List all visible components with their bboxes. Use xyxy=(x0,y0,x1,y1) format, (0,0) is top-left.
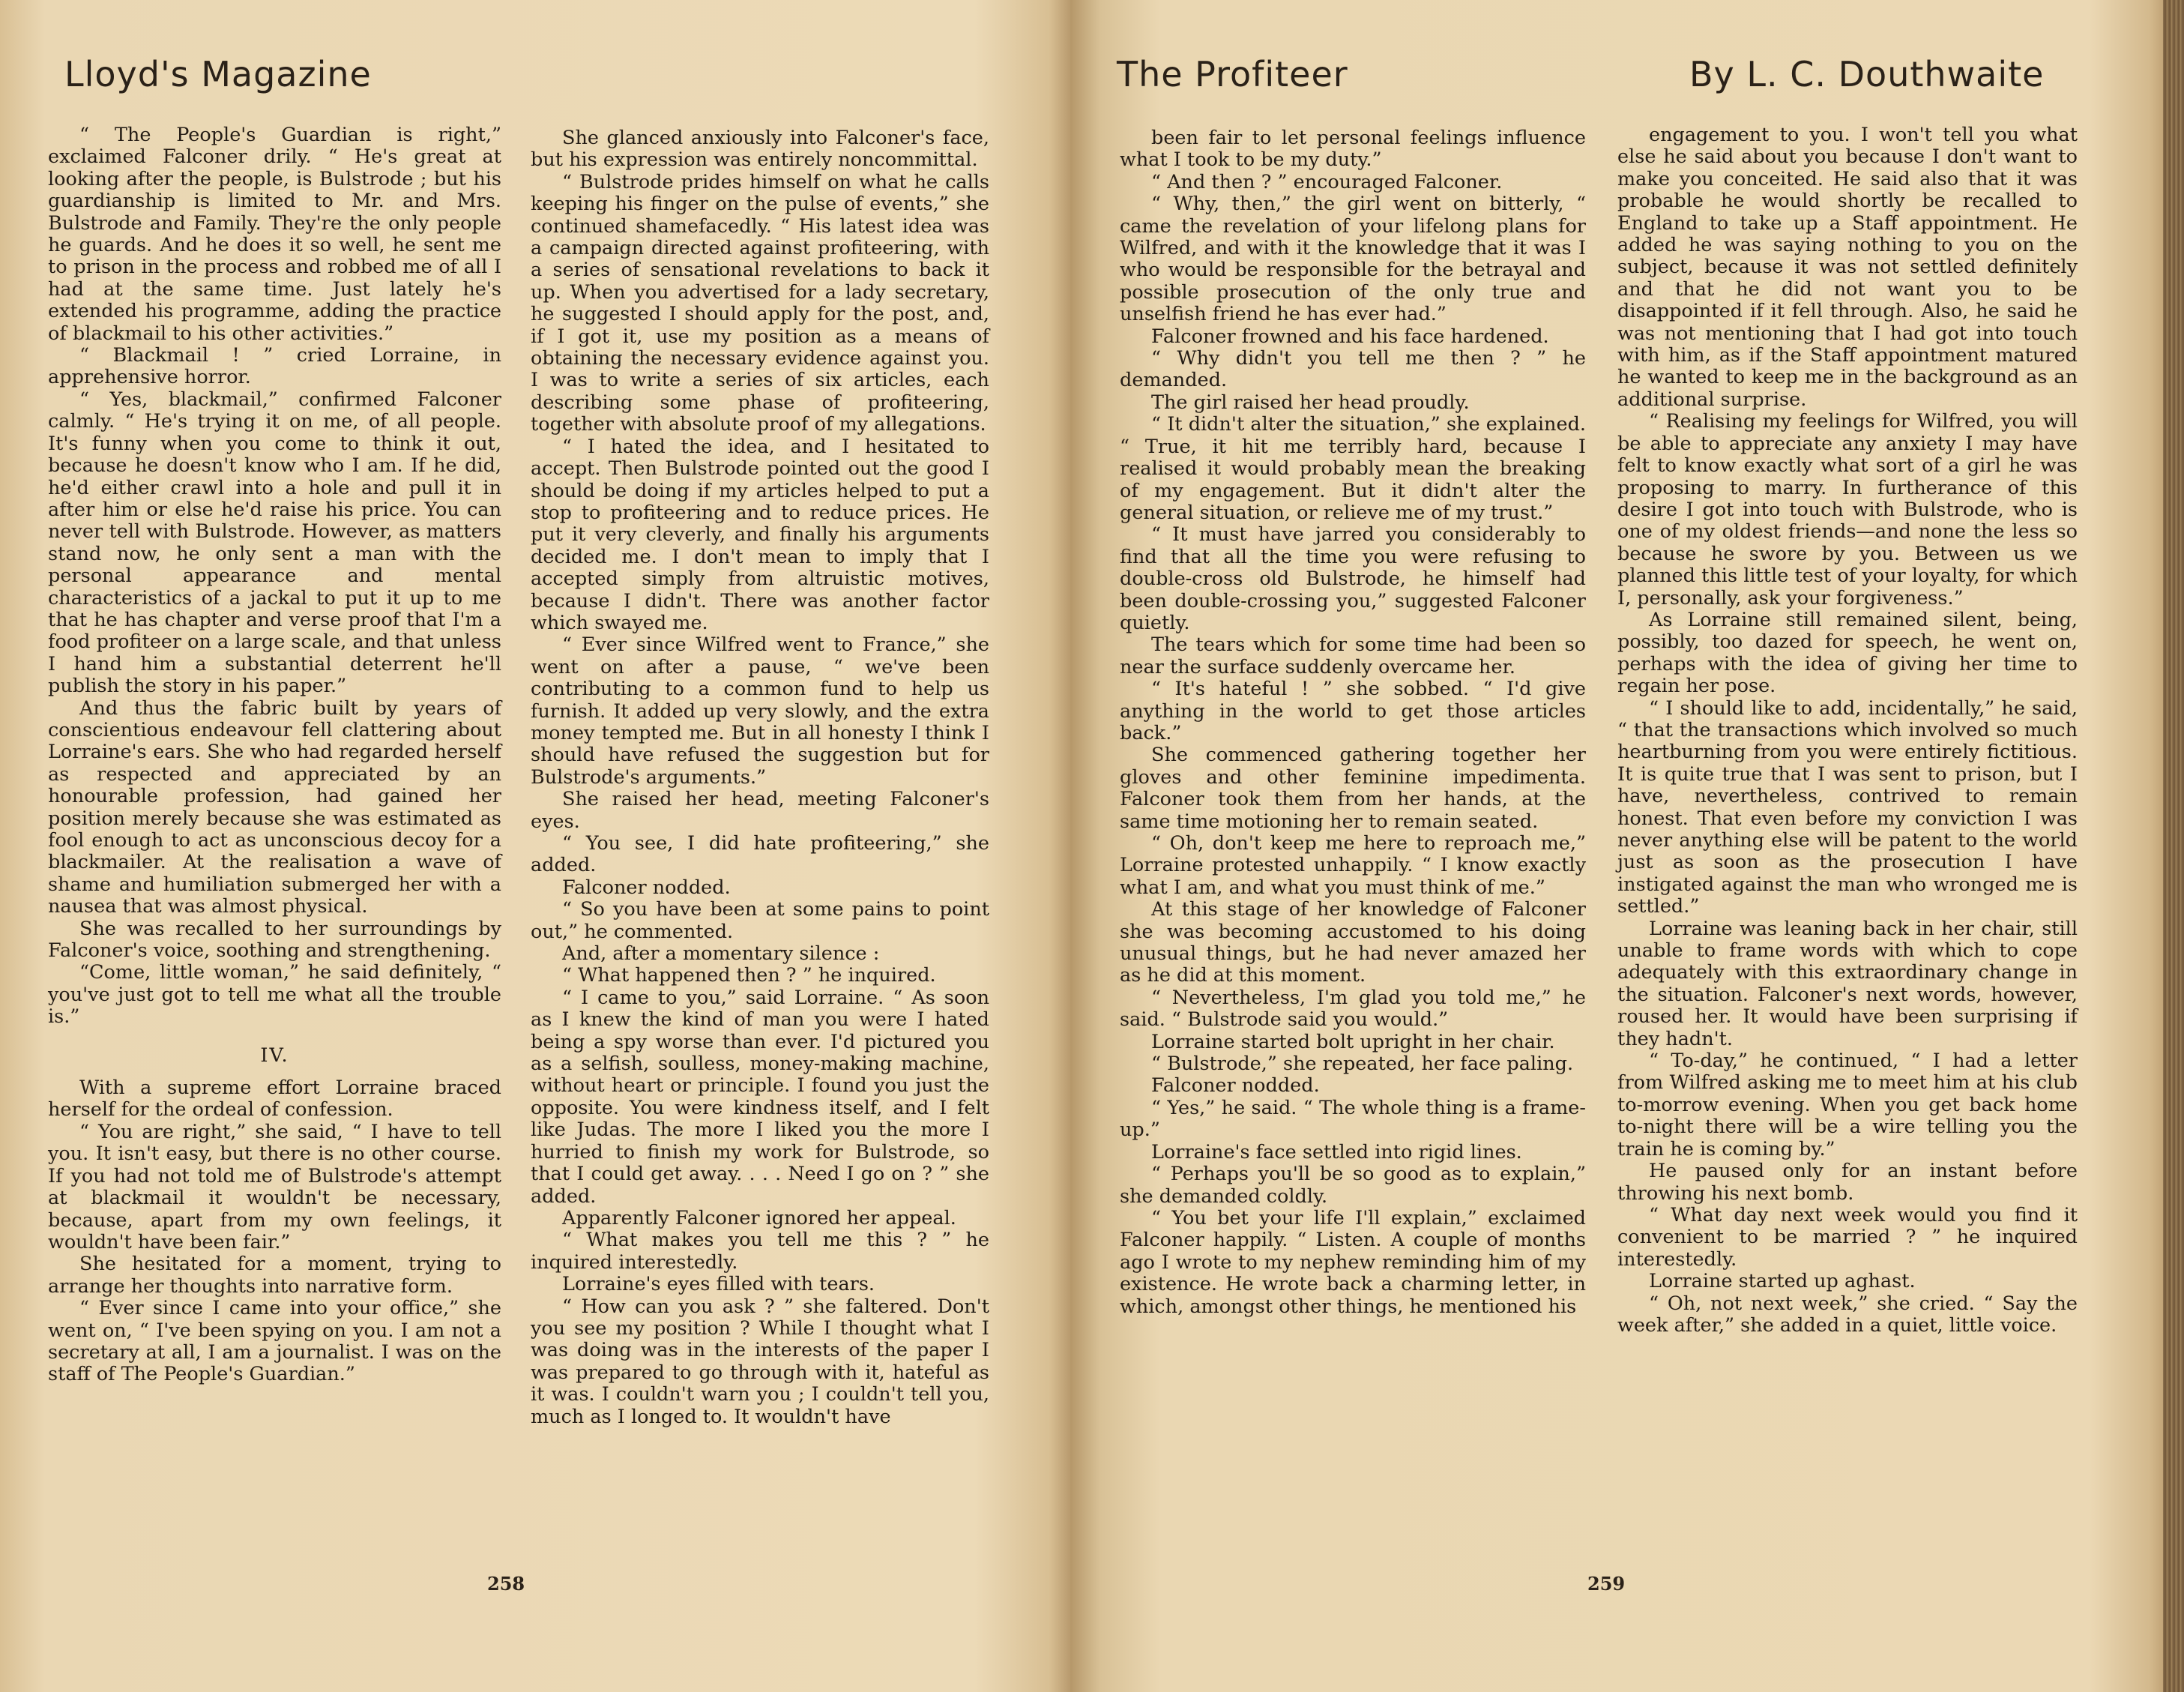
section-heading: IV. xyxy=(260,1044,289,1067)
paragraph: With a supreme effort Lorraine braced herself for the ordeal of confession. xyxy=(48,1077,501,1122)
right-page xyxy=(1070,0,2163,1692)
running-header-title: The Profiteer xyxy=(1117,54,1348,94)
paragraph: And thus the fabric built by years of conscientious endeavour fell clattering about Lorraine's ears. She who had regarded herself as respected and appreciated by an honourable profession, had gained her position merely because she was estimated as fool enough to act as unconscious decoy for a blackmailer. At the realisation a wave of shame and humiliation submerged her with a nausea that was almost physical. xyxy=(48,696,501,918)
paragraph: Falconer nodded. xyxy=(1151,1074,1320,1098)
paragraph: “Come, little woman,” he said definitely, “ you've just got to tell me what all the trouble is.” xyxy=(48,961,501,1029)
paragraph: Lorraine's eyes filled with tears. xyxy=(562,1273,875,1296)
paragraph: “ Nevertheless, I'm glad you told me,” he said. “ Bulstrode said you would.” xyxy=(1120,986,1586,1032)
paragraph: “ Perhaps you'll be so good as to explain,” she demanded coldly. xyxy=(1120,1163,1586,1208)
running-header-magazine: Lloyd's Magazine xyxy=(64,54,372,94)
paragraph: “ The People's Guardian is right,” exclaimed Falconer drily. “ He's great at looking after the people, is Bulstrode ; but his guardianship is limited to Mr. and Mrs. Bulstrode and Family. They're the only people he guards. And he does it so well, he sent me to prison in the process and robbed me of all I had at the same time. Just lately he's extended his programme, adding the practice of blackmail to his other activities.” xyxy=(48,124,501,345)
paragraph: “ Realising my feelings for Wilfred, you will be able to appreciate any anxiety I may have felt to know exactly what sort of a girl he was proposing to marry. In furtherance of this desire I got into touch with Bulstrode, who is one of my oldest friends—and none the less so because he swore by you. Between us we planned this little test of your loyalty, for which I, personally, ask your forgiveness.” xyxy=(1617,410,2078,609)
paragraph: The girl raised her head proudly. xyxy=(1151,391,1470,414)
page-number-left: 258 xyxy=(487,1573,525,1595)
paragraph: “ It must have jarred you considerably to find that all the time you were refusing to double-cross old Bulstrode, he himself had been double-crossing you,” suggested Falconer quietly. xyxy=(1120,523,1586,634)
paragraph: Lorraine started up aghast. xyxy=(1649,1270,1916,1293)
paragraph: The tears which for some time had been so near the surface suddenly overcame her. xyxy=(1120,633,1586,678)
left-page xyxy=(0,0,1070,1692)
paragraph: “ You are right,” she said, “ I have to tell you. It isn't easy, but there is no other course. If you had not told me of Bulstrode's attempt at blackmail it wouldn't be necessary, because, apart from my own feelings, it wouldn't have been fair.” xyxy=(48,1120,501,1253)
paragraph: “ How can you ask ? ” she faltered. Don't you see my position ? While I thought what I was doing was in the interests of the paper I was prepared to go through with it, hateful as it was. I couldn't warn you ; I couldn't tell you, much as I longed to. It wouldn't have xyxy=(531,1295,989,1428)
paragraph: She hesitated for a moment, trying to arrange her thoughts into narrative form. xyxy=(48,1253,501,1298)
paragraph: “ What happened then ? ” he inquired. xyxy=(562,964,936,987)
text-column-2 xyxy=(531,127,989,1428)
running-header-author: By L. C. Douthwaite xyxy=(1689,54,2045,94)
paragraph: She was recalled to her surroundings by Falconer's voice, soothing and strengthening. xyxy=(48,917,501,963)
paragraph: She glanced anxiously into Falconer's face, but his expression was entirely noncommittal. xyxy=(531,127,989,172)
paragraph: “ I hated the idea, and I hesitated to accept. Then Bulstrode pointed out the good I should be doing if my articles helped to put a stop to profiteering and to reduce prices. He put it very cleverly, and finally his arguments decided me. I don't mean to imply that I accepted simply from altruistic motives, because I didn't. There was another factor which swayed me. xyxy=(531,435,989,634)
paragraph: “ You see, I did hate profiteering,” she added. xyxy=(531,832,989,877)
paragraph: “ And then ? ” encouraged Falconer. xyxy=(1151,170,1503,193)
paragraph: “ To-day,” he continued, “ I had a letter from Wilfred asking me to meet him at his club to-morrow evening. When you get back home to-night there will be a wire telling you the train he is coming by.” xyxy=(1617,1050,2078,1160)
paragraph: “ Ever since Wilfred went to France,” she went on after a pause, “ we've been contributing to a common fund to help us furnish. It added up very slowly, and the extra money tempted me. But in all honesty I think I should have refused the suggestion but for Bulstrode's arguments.” xyxy=(531,633,989,789)
paragraph: Apparently Falconer ignored her appeal. xyxy=(562,1206,956,1229)
paragraph: As Lorraine still remained silent, being, possibly, too dazed for speech, he went on, perhaps with the idea of giving her time to regain her pose. xyxy=(1617,608,2078,698)
paragraph: And, after a momentary silence : xyxy=(562,942,880,966)
paragraph: “ So you have been at some pains to point out,” he commented. xyxy=(531,898,989,943)
paragraph: “ Oh, don't keep me here to reproach me,” Lorraine protested unhappily. “ I know exactly what I am, and what you must think of me.” xyxy=(1120,832,1586,899)
paragraph: “ Bulstrode prides himself on what he calls keeping his finger on the pulse of events,” she continued shamefacedly. “ His latest idea was a campaign directed against profiteering, with a series of sensational revelations to back it up. When you advertised for a lady secretary, he suggested I should apply for the post, and, if I got it, use my position as a means of obtaining the necessary evidence against you. I was to write a series of six articles, each describing some phase of profiteering, together with absolute proof of my allegations. xyxy=(531,170,989,436)
paragraph: Lorraine started bolt upright in her chair. xyxy=(1151,1030,1555,1053)
paragraph: Falconer frowned and his face hardened. xyxy=(1151,325,1549,348)
paragraph: Lorraine was leaning back in her chair, still unable to frame words with which to cope adequately with this extraordinary change in the situation. Falconer's next words, however, roused her. It would have been surprising if they hadn't. xyxy=(1617,917,2078,1050)
paragraph: He paused only for an instant before throwing his next bomb. xyxy=(1617,1160,2078,1205)
text-column-1 xyxy=(48,124,501,1386)
paragraph: “ Bulstrode,” she repeated, her face paling. xyxy=(1151,1053,1574,1076)
paragraph: “ Blackmail ! ” cried Lorraine, in apprehensive horror. xyxy=(48,344,501,389)
paragraph: “ Oh, not next week,” she cried. “ Say the week after,” she added in a quiet, little voice. xyxy=(1617,1292,2078,1337)
paragraph: “ I came to you,” said Lorraine. “ As soon as I knew the kind of man you were I hated being a spy worse than ever. I'd pictured you as a selfish, soulless, money-making machine, without heart or principle. I found you just the opposite. You were kindness itself, and I felt like Judas. The more I liked you the more I hurried to finish my work for Bulstrode, so that I could get away. . . . Need I go on ? ” she added. xyxy=(531,986,989,1208)
page-number-right: 259 xyxy=(1587,1573,1626,1595)
paragraph: been fair to let personal feelings influence what I took to be my duty.” xyxy=(1120,127,1586,172)
paragraph: “ Yes,” he said. “ The whole thing is a frame-up.” xyxy=(1120,1096,1586,1142)
paragraph: “ Why didn't you tell me then ? ” he demanded. xyxy=(1120,347,1586,392)
paragraph: “ What day next week would you find it convenient to be married ? ” he inquired interestedly. xyxy=(1617,1203,2078,1271)
paragraph: “ Yes, blackmail,” confirmed Falconer calmly. “ He's trying it on me, of all people. It's funny when you come to think it out, because he doesn't know who I am. If he did, he'd either crawl into a hole and pull it in after him or else he'd raise his price. You can never tell with Bulstrode. However, as matters stand now, he only sent a man with the personal appearance and mental characteristics of a jackal to put it up to me that he has chapter and verse proof that I'm a food profiteer on a large scale, and that unless I hand him a substantial deterrent he'll publish the story in his paper.” xyxy=(48,388,502,698)
paragraph: At this stage of her knowledge of Falconer she was becoming accustomed to his doing unusual things, but he had never amazed her as he did at this moment. xyxy=(1120,898,1586,987)
paragraph: engagement to you. I won't tell you what else he said about you because I don't want to make you conceited. He said also that it was probable he would shortly be recalled to England to take up a Staff appointment. He added he was saying nothing to you on the subject, because it was not settled definitely and that he did not want you to be disappointed if it fell through. Also, he said he was not mentioning that I had got into touch with him, as if the Staff appointment matured he wanted to keep me in the background as an additional surprise. xyxy=(1617,124,2078,411)
paragraph: “ It's hateful ! ” she sobbed. “ I'd give anything in the world to get those articles back.” xyxy=(1120,678,1586,744)
paragraph: “ What makes you tell me this ? ” he inquired interestedly. xyxy=(531,1229,989,1274)
paragraph: Lorraine's face settled into rigid lines. xyxy=(1151,1140,1522,1163)
paragraph: “ Ever since I came into your office,” she went on, “ I've been spying on you. I am not a secretary at all, I am a journalist. I was on the staff of The People's Guardian.” xyxy=(48,1297,501,1386)
paragraph: “ It didn't alter the situation,” she explained. “ True, it hit me terribly hard, because I realised it would probably mean the breaking of my engagement. But it didn't alter the general situation, or relieve me of my trust.” xyxy=(1120,413,1586,524)
page-edge-stack xyxy=(2163,0,2184,1692)
paragraph: Falconer nodded. xyxy=(562,876,731,899)
paragraph: “ You bet your life I'll explain,” exclaimed Falconer happily. “ Listen. A couple of months ago I wrote to my nephew reminding him of my existence. He wrote back a charming letter, in which, amongst other things, he mentioned his xyxy=(1120,1206,1586,1318)
text-column-3 xyxy=(1120,127,1586,1318)
paragraph: She raised her head, meeting Falconer's eyes. xyxy=(531,788,989,833)
paragraph: “ I should like to add, incidentally,” he said, “ that the transactions which involved so much heartburning from you were entirely fictitious. It is quite true that I was sent to prison, but I have, nevertheless, contrived to remain honest. That even before my conviction I was never anything else will be patent to the world just as soon as the prosecution I have instigated against the man who wronged me is settled.” xyxy=(1617,696,2078,918)
text-column-4 xyxy=(1617,124,2078,1337)
paragraph: She commenced gathering together her gloves and other feminine impedimenta. Falconer took them from her hands, at the same time motioning her to remain seated. xyxy=(1120,744,1586,833)
paragraph: “ Why, then,” the girl went on bitterly, “ came the revelation of your lifelong plans for Wilfred, and with it the knowledge that it was I who would be responsible for the betrayal and possible prosecution of the only true and unselfish friend he has ever had.” xyxy=(1120,193,1586,326)
